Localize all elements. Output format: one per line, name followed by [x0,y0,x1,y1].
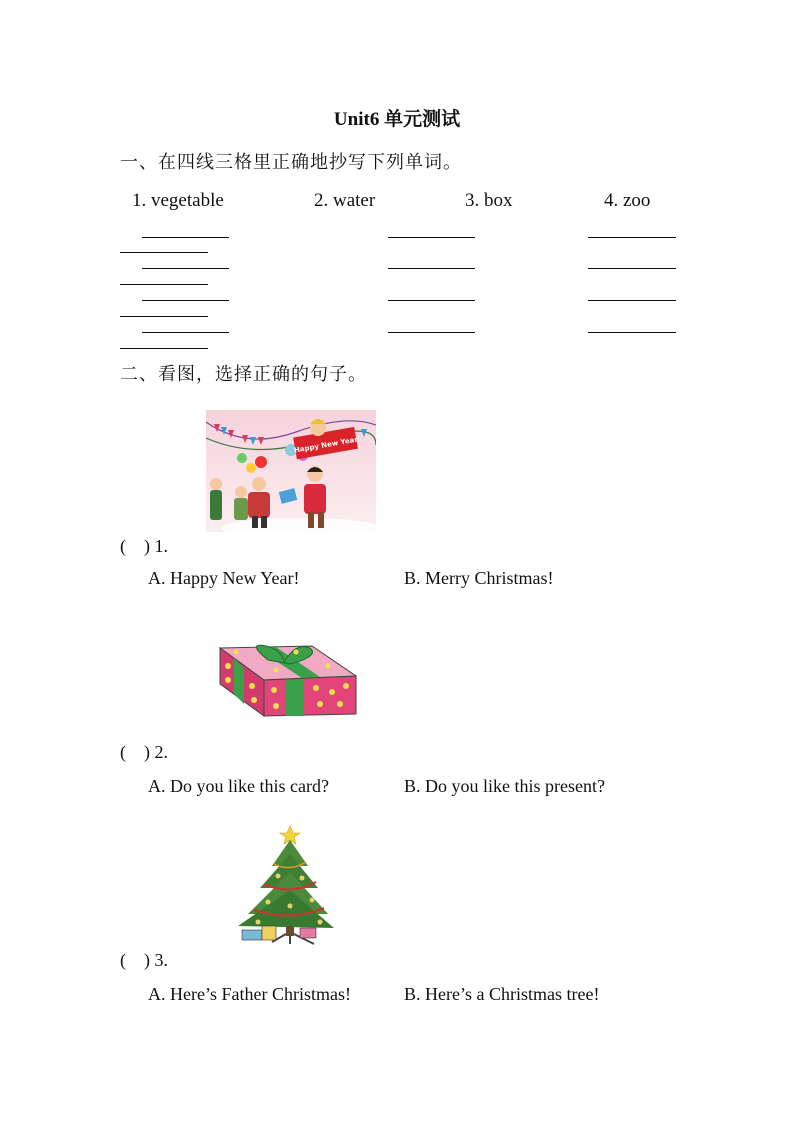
q1-answer-paren[interactable]: ( ) 1. [120,536,168,556]
q2-option-a[interactable]: A. Do you like this card? [148,776,329,796]
word-4: 4. zoo [604,190,651,211]
word-3: 3. box [465,190,513,211]
q3-option-b[interactable]: B. Here’s a Christmas tree! [404,984,600,1004]
q2-option-b[interactable]: B. Do you like this present? [404,776,605,796]
q3-answer-paren[interactable]: ( ) 3. [120,950,168,970]
section1-heading: 一、在四线三格里正确地抄写下列单词。 [120,152,462,173]
christmas-tree-picture [234,826,334,946]
q2-answer-paren[interactable]: ( ) 2. [120,742,168,762]
q1-option-b[interactable]: B. Merry Christmas! [404,568,554,588]
word-2: 2. water [314,190,376,211]
page-title: Unit6 单元测试 [333,109,461,130]
banner-text: Happy New Year [293,435,359,455]
new-year-party-picture [206,410,376,532]
q3-option-a[interactable]: A. Here’s Father Christmas! [148,984,351,1004]
section2-heading: 二、看图，选择正确的句子。 [120,364,367,385]
gift-box-picture [216,640,360,720]
word-1: 1. vegetable [132,190,224,211]
q1-option-a[interactable]: A. Happy New Year! [148,568,300,588]
